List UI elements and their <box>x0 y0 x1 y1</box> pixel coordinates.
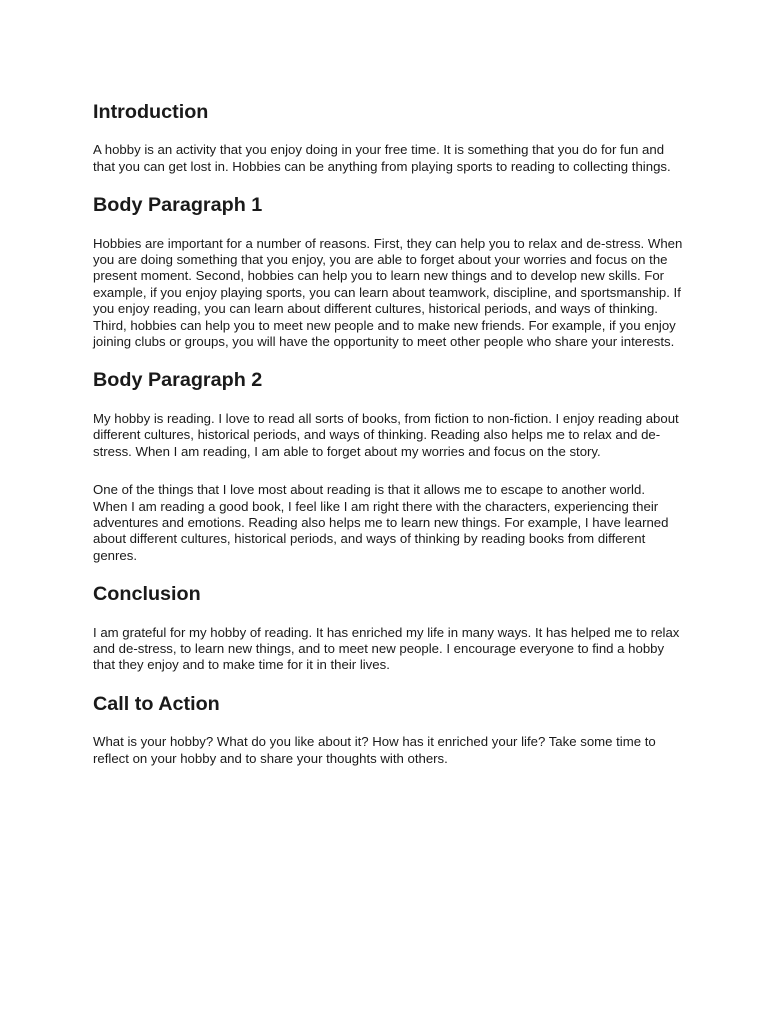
heading-body-paragraph-2: Body Paragraph 2 <box>93 369 263 392</box>
heading-call-to-action: Call to Action <box>93 692 220 715</box>
paragraph-conclusion: I am grateful for my hobby of reading. It has enriched my life in many ways. It has helped me to relax and de-stress, to learn new things, and to meet new people. I encourage everyone to find a hobby that they enjoy and to make time for it in their lives. <box>93 624 680 673</box>
paragraph-body-1: Hobbies are important for a number of reasons. First, they can help you to relax and de-stress. When you are doing something that you enjoy, you are able to forget about your worries and focus on the present moment. Second, hobbies can help you to learn new things and to develop new skills. For example, if you enjoy playing sports, you can learn about teamwork, discipline, and sportsmanship. If you enjoy reading, you can learn about different cultures, historical periods, and ways of thinking. Third, hobbies can help you to meet new people and to make new friends. For example, if you enjoy joining clubs or groups, you will have the opportunity to meet other people who share your interests. <box>93 235 683 350</box>
paragraph-body-2b: One of the things that I love most about reading is that it allows me to escape to another world. When I am reading a good book, I feel like I am right there with the characters, experiencing their adventures and emotions. Reading also helps me to learn new things. For example, I have learned about different cultures, historical periods, and ways of thinking by reading books from different genres. <box>93 482 669 563</box>
paragraph-body-2a: My hobby is reading. I love to read all sorts of books, from fiction to non-fiction. I enjoy reading about different cultures, historical periods, and ways of thinking. Reading also helps me to relax and de-stress. When I am reading, I am able to forget about my worries and focus on the story. <box>93 410 679 459</box>
heading-body-paragraph-1: Body Paragraph 1 <box>93 194 263 217</box>
heading-introduction: Introduction <box>93 101 209 123</box>
document-body <box>93 101 683 789</box>
heading-conclusion: Conclusion <box>93 583 201 606</box>
paragraph-call-to-action: What is your hobby? What do you like about it? How has it enriched your life? Take some time to reflect on your hobby and to share your thoughts with others. <box>93 734 656 766</box>
paragraph-introduction: A hobby is an activity that you enjoy doing in your free time. It is something that you do for fun and that you can get lost in. Hobbies can be anything from playing sports to reading to collecting things. <box>93 142 671 174</box>
